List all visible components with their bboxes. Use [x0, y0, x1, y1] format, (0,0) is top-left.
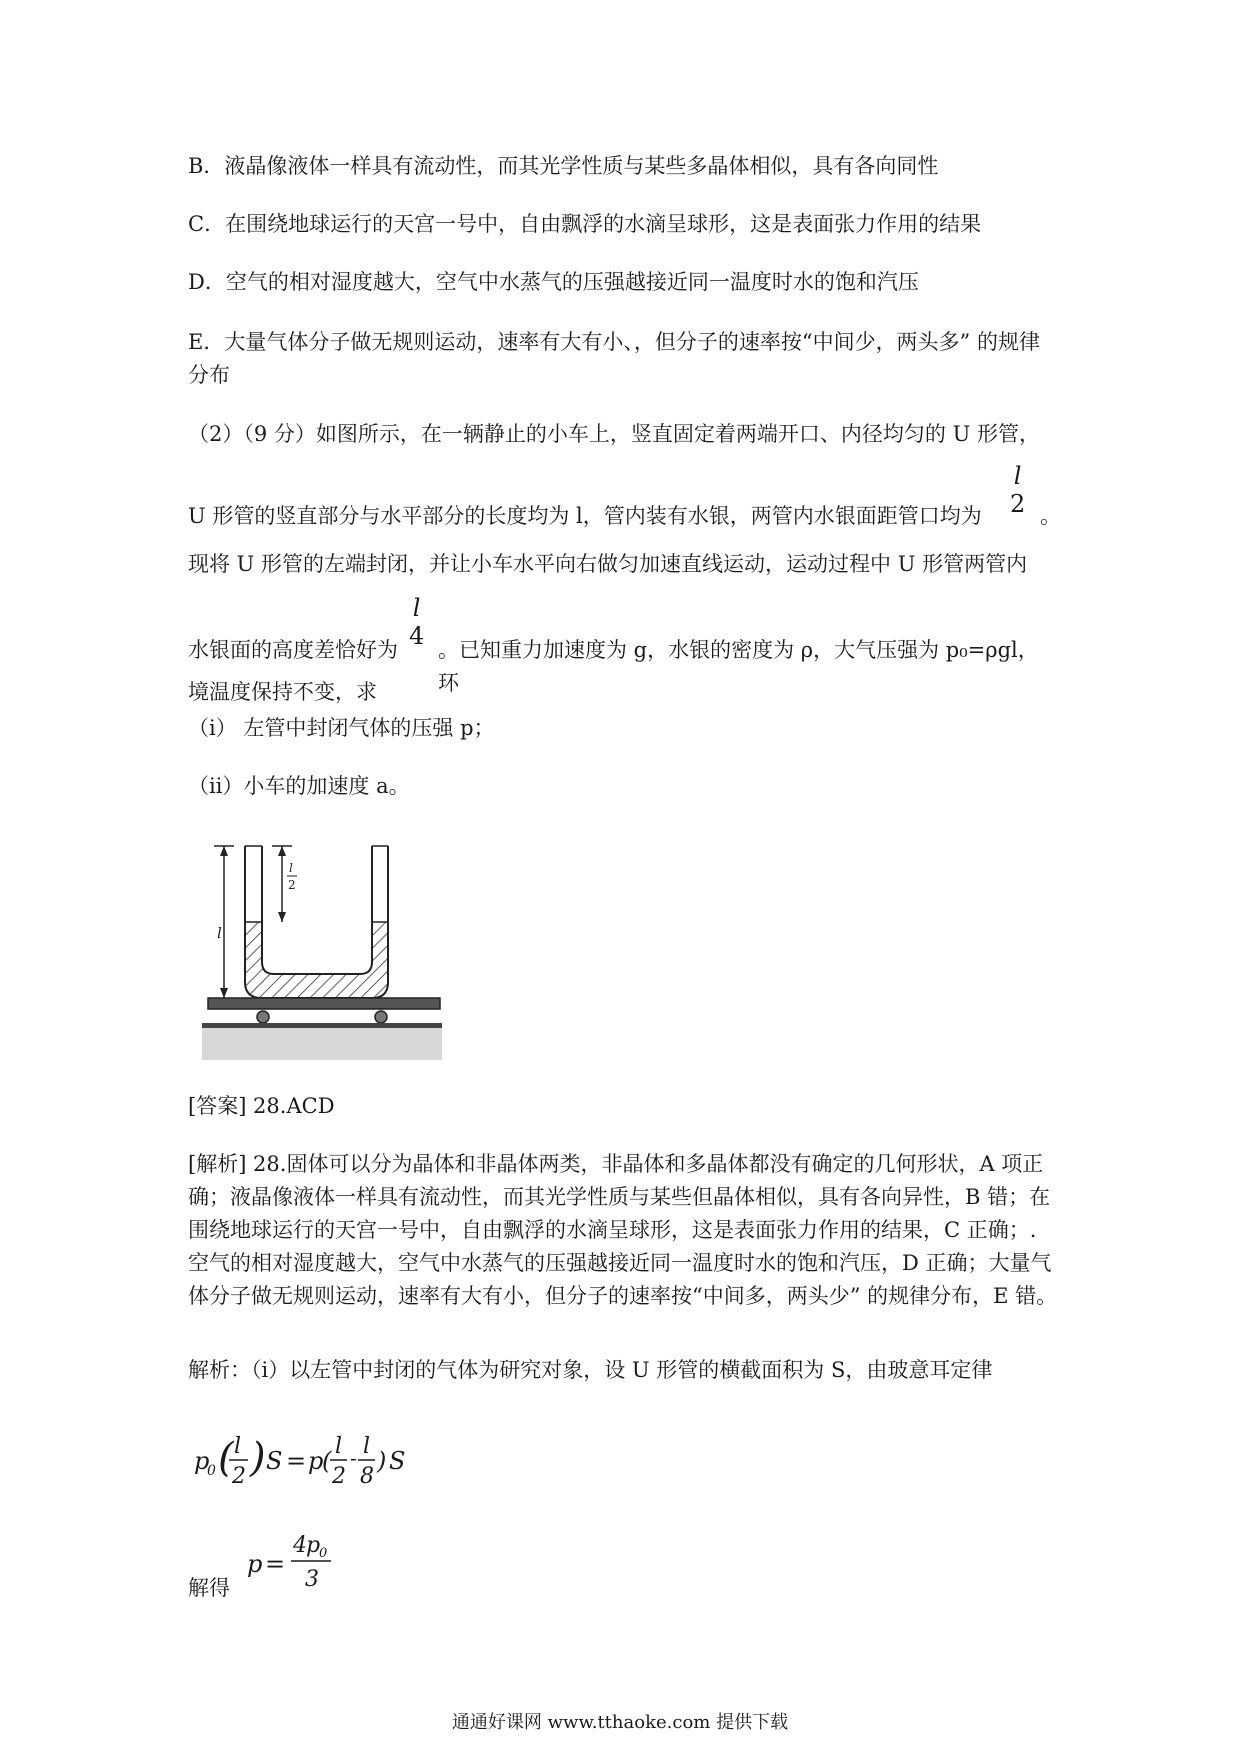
fraction-l-over-4 — [409, 594, 424, 650]
answer-line: [答案] 28.ACD — [188, 1094, 335, 1118]
svg-text:0: 0 — [319, 1546, 328, 1561]
option-c: C．在围绕地球运行的天宫一号中，自由飘浮的水滴呈球形，这是表面张力作用的结果 — [188, 212, 982, 236]
cart-wheel-right — [375, 1011, 387, 1023]
question-i: （ⅰ） 左管中封闭气体的压强 p； — [188, 716, 495, 740]
problem-line2 — [188, 500, 1048, 533]
problem-line4-end: 。已知重力加速度为 g，水银的密度为 ρ，大气压强为 p₀=ρgl，环 — [438, 638, 1039, 695]
ground-shadow — [202, 1028, 442, 1060]
problem-line2-text: U 形管的竖直部分与水平部分的长度均为 l，管内装有水银，两管内水银面距管口均为 — [188, 504, 982, 528]
problem-line2-end: 。 — [1040, 504, 1061, 528]
fraction-denominator: 4 — [409, 622, 425, 650]
svg-text:2: 2 — [332, 1464, 346, 1489]
fraction-denominator: 2 — [1010, 490, 1026, 518]
equation-result — [245, 1528, 355, 1604]
svg-text:-: - — [350, 1446, 357, 1470]
solution-intro: 解析：（ⅰ）以左管中封闭的气体为研究对象，设 U 形管的横截面积为 S，由玻意耳定律 — [188, 1358, 993, 1382]
svg-text:p: p — [306, 1533, 321, 1558]
option-e: E．大量气体分子做无规则运动，速率有大有小、，但分子的速率按“中间少，两头多” 的规律分布 — [188, 330, 1040, 387]
option-d: D．空气的相对湿度越大，空气中水蒸气的压强越接近同一温度时水的饱和汽压 — [188, 270, 919, 294]
label-l: l — [217, 924, 222, 942]
svg-text:l: l — [363, 1434, 371, 1459]
svg-text:=: = — [286, 1447, 307, 1475]
equation-boyle-graphic — [192, 1425, 422, 1495]
svg-text:0: 0 — [207, 1463, 216, 1479]
problem-line3: 现将 U 形管的左端封闭，并让小车水平向右做匀加速直线运动，运动过程中 U 形管两管内 — [188, 552, 1028, 576]
problem-intro: （2）（9 分）如图所示，在一辆静止的小车上，竖直固定着两端开口、内径均匀的 U 形管， — [188, 422, 1040, 446]
u-tube-inner-wall — [262, 846, 372, 974]
svg-text:): ) — [377, 1447, 387, 1475]
svg-text:(: ( — [218, 1435, 234, 1481]
fraction-l-over-2 — [1010, 462, 1025, 518]
svg-text:3: 3 — [305, 1567, 319, 1592]
svg-text:p: p — [308, 1447, 324, 1475]
svg-text:S: S — [389, 1447, 406, 1475]
mercury-column — [245, 922, 388, 998]
label-half-num: l — [289, 861, 293, 875]
svg-text:p: p — [247, 1550, 263, 1578]
option-b: B．液晶像液体一样具有流动性，而其光学性质与某些多晶体相似，具有各向同性 — [188, 154, 939, 178]
problem-line5: 境温度保持不变，求 — [188, 680, 377, 704]
page-footer: 通通好课网 www.tthaoke.com 提供下载 — [451, 1712, 789, 1733]
analysis-paragraph: [解析] 28.固体可以分为晶体和非晶体两类，非晶体和多晶体都没有确定的几何形状，A 项正确；液晶像液体一样具有流动性，而其光学性质与某些但晶体相似，具有各向异性，B 错；在围绕地球运行的天宫一号中，自由飘浮的水滴呈球形，这是表面张力作用的结果，C 正确；. 空气的相对湿度越大，空气中水蒸气的压强越接近同一温度时水的饱和汽压，D 正确；大量气体分子做无规则运动，速率有大有小，但分子的速率按“中间多，两头少” 的规律分布，E 错。 — [188, 1152, 1058, 1308]
svg-text:2: 2 — [232, 1464, 246, 1489]
equation-result-graphic — [245, 1528, 355, 1598]
question-ii: （ⅱ）小车的加速度 a。 — [188, 774, 410, 798]
svg-text:): ) — [250, 1435, 266, 1481]
fraction-numerator: l — [412, 594, 421, 622]
ground — [202, 1023, 442, 1028]
svg-text:l: l — [335, 1434, 343, 1459]
u-tube-cart-figure — [198, 842, 448, 1064]
cart-platform — [208, 998, 440, 1009]
svg-text:p: p — [194, 1447, 210, 1475]
svg-text:S: S — [266, 1447, 283, 1475]
fraction-numerator: l — [1013, 462, 1022, 490]
svg-text:8: 8 — [360, 1464, 374, 1489]
problem-line4-text: 水银面的高度差恰好为 — [188, 638, 398, 662]
cart-wheel-left — [257, 1011, 269, 1023]
label-half-den: 2 — [288, 878, 296, 892]
svg-text:l: l — [234, 1434, 242, 1459]
svg-text:4: 4 — [293, 1533, 307, 1558]
result-label: 解得 — [188, 1576, 230, 1600]
svg-text:(: ( — [322, 1447, 332, 1475]
svg-text:=: = — [265, 1550, 286, 1578]
equation-boyle — [192, 1425, 422, 1501]
